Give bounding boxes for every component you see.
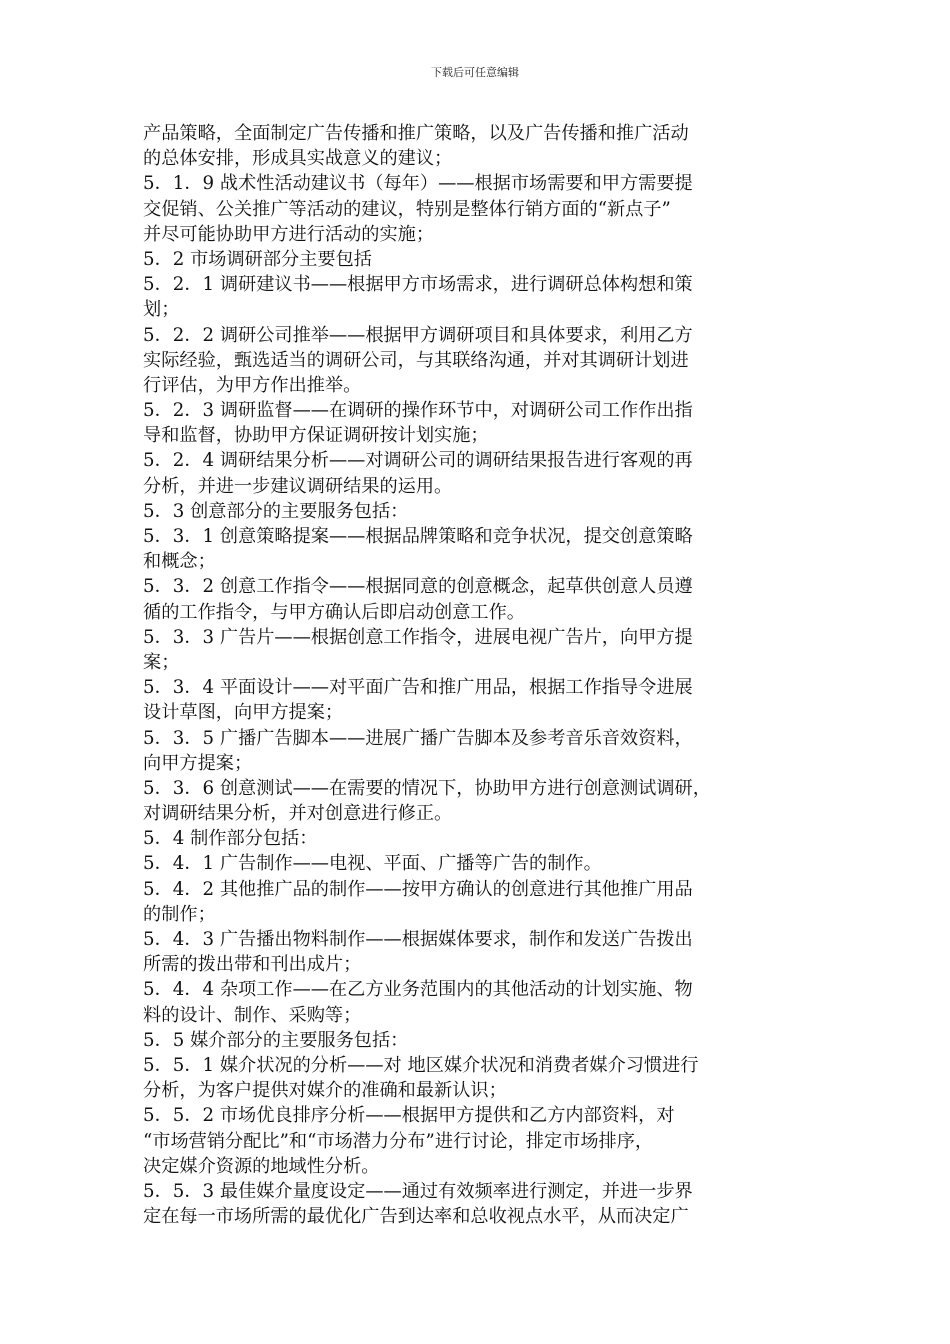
- text-line: 5．4．2 其他推广品的制作——按甲方确认的创意进行其他推广用品: [143, 878, 693, 900]
- text-line: 交促销、公关推广等活动的建议，特别是整体行销方面的“新点子”: [143, 198, 671, 220]
- text-line: 5．3．5 广播广告脚本——进展广播广告脚本及参考音乐音效资料，: [143, 727, 693, 749]
- text-line: 设计草图，向甲方提案；: [143, 702, 344, 724]
- text-line: 5．3．3 广告片——根据创意工作指令，进展电视广告片，向甲方提: [143, 626, 693, 648]
- text-line: 5．3．4 平面设计——对平面广告和推广用品，根据工作指导令进展: [143, 677, 693, 699]
- text-line: 5．3．2 创意工作指令——根据同意的创意概念，起草供创意人员遵: [143, 576, 693, 598]
- text-line: 决定媒介资源的地域性分析。: [143, 1155, 380, 1177]
- text-line: 5．2．1 调研建议书——根据甲方市场需求，进行调研总体构想和策: [143, 274, 693, 296]
- page-header: 下载后可任意编辑: [431, 66, 519, 79]
- text-line: 分析，并进一步建议调研结果的运用。: [143, 475, 453, 497]
- text-line: 5．4．1 广告制作——电视、平面、广播等广告的制作。: [143, 853, 602, 875]
- text-line: 的总体安排，形成具实战意义的建议；: [143, 148, 453, 170]
- text-line: 向甲方提案；: [143, 752, 253, 774]
- text-line: “市场营销分配比”和“市场潜力分布”进行讨论，排定市场排序，: [143, 1130, 654, 1152]
- text-line: 的制作；: [143, 903, 216, 925]
- text-line: 5．1．9 战术性活动建议书（每年）——根据市场需要和甲方需要提: [143, 173, 693, 195]
- text-line: 5．3．1 创意策略提案——根据品牌策略和竞争状况，提交创意策略: [143, 526, 693, 547]
- text-line: 产品策略，全面制定广告传播和推广策略，以及广告传播和推广活动: [143, 123, 689, 144]
- text-line: 5．4．3 广告播出物料制作——根据媒体要求，制作和发送广告拨出: [143, 929, 693, 950]
- text-line: 对调研结果分析，并对创意进行修正。: [143, 803, 453, 825]
- text-line: 5．3．6 创意测试——在需要的情况下，协助甲方进行创意测试调研，: [143, 777, 711, 799]
- text-line: 料的设计、制作、采购等；: [143, 1004, 362, 1026]
- text-line: 5．2．3 调研监督——在调研的操作环节中，对调研公司工作作出指: [143, 400, 693, 422]
- text-line: 定在每一市场所需的最优化广告到达率和总收视点水平，从而决定广: [143, 1206, 689, 1228]
- text-line: 并尽可能协助甲方进行活动的实施；: [143, 223, 435, 245]
- text-line: 实际经验，甄选适当的调研公司，与其联络沟通，并对其调研计划进: [143, 349, 689, 371]
- text-line: 5．4 制作部分包括：: [143, 828, 318, 850]
- text-line: 行评估，为甲方作出推举。: [143, 374, 362, 396]
- text-line: 5．5．2 市场优良排序分析——根据甲方提供和乙方内部资料，对: [143, 1105, 675, 1127]
- text-line: 案；: [143, 651, 180, 673]
- text-line: 和概念；: [143, 551, 216, 573]
- text-line: 5．5．3 最佳媒介量度设定——通过有效频率进行测定，并进一步界: [143, 1180, 693, 1202]
- text-line: 划；: [143, 299, 180, 321]
- text-line: 循的工作指令，与甲方确认后即启动创意工作。: [143, 601, 525, 623]
- text-line: 分析，为客户提供对媒介的准确和最新认识；: [143, 1080, 507, 1102]
- text-line: 所需的拨出带和刊出成片；: [143, 954, 362, 976]
- text-line: 5．3 创意部分的主要服务包括：: [143, 500, 409, 522]
- text-line: 5．5．1 媒介状况的分析——对 地区媒介状况和消费者媒介习惯进行: [143, 1054, 699, 1076]
- text-line: 5．4．4 杂项工作——在乙方业务范围内的其他活动的计划实施、物: [143, 979, 693, 1001]
- text-line: 5．2．2 调研公司推举——根据甲方调研项目和具体要求，利用乙方: [143, 324, 693, 346]
- text-line: 导和监督，协助甲方保证调研按计划实施；: [143, 425, 489, 447]
- text-line: 5．5 媒介部分的主要服务包括：: [143, 1029, 409, 1051]
- body-text: [143, 121, 813, 1229]
- text-line: 5．2 市场调研部分主要包括: [143, 248, 372, 270]
- text-line: 5．2．4 调研结果分析——对调研公司的调研结果报告进行客观的再: [143, 450, 693, 472]
